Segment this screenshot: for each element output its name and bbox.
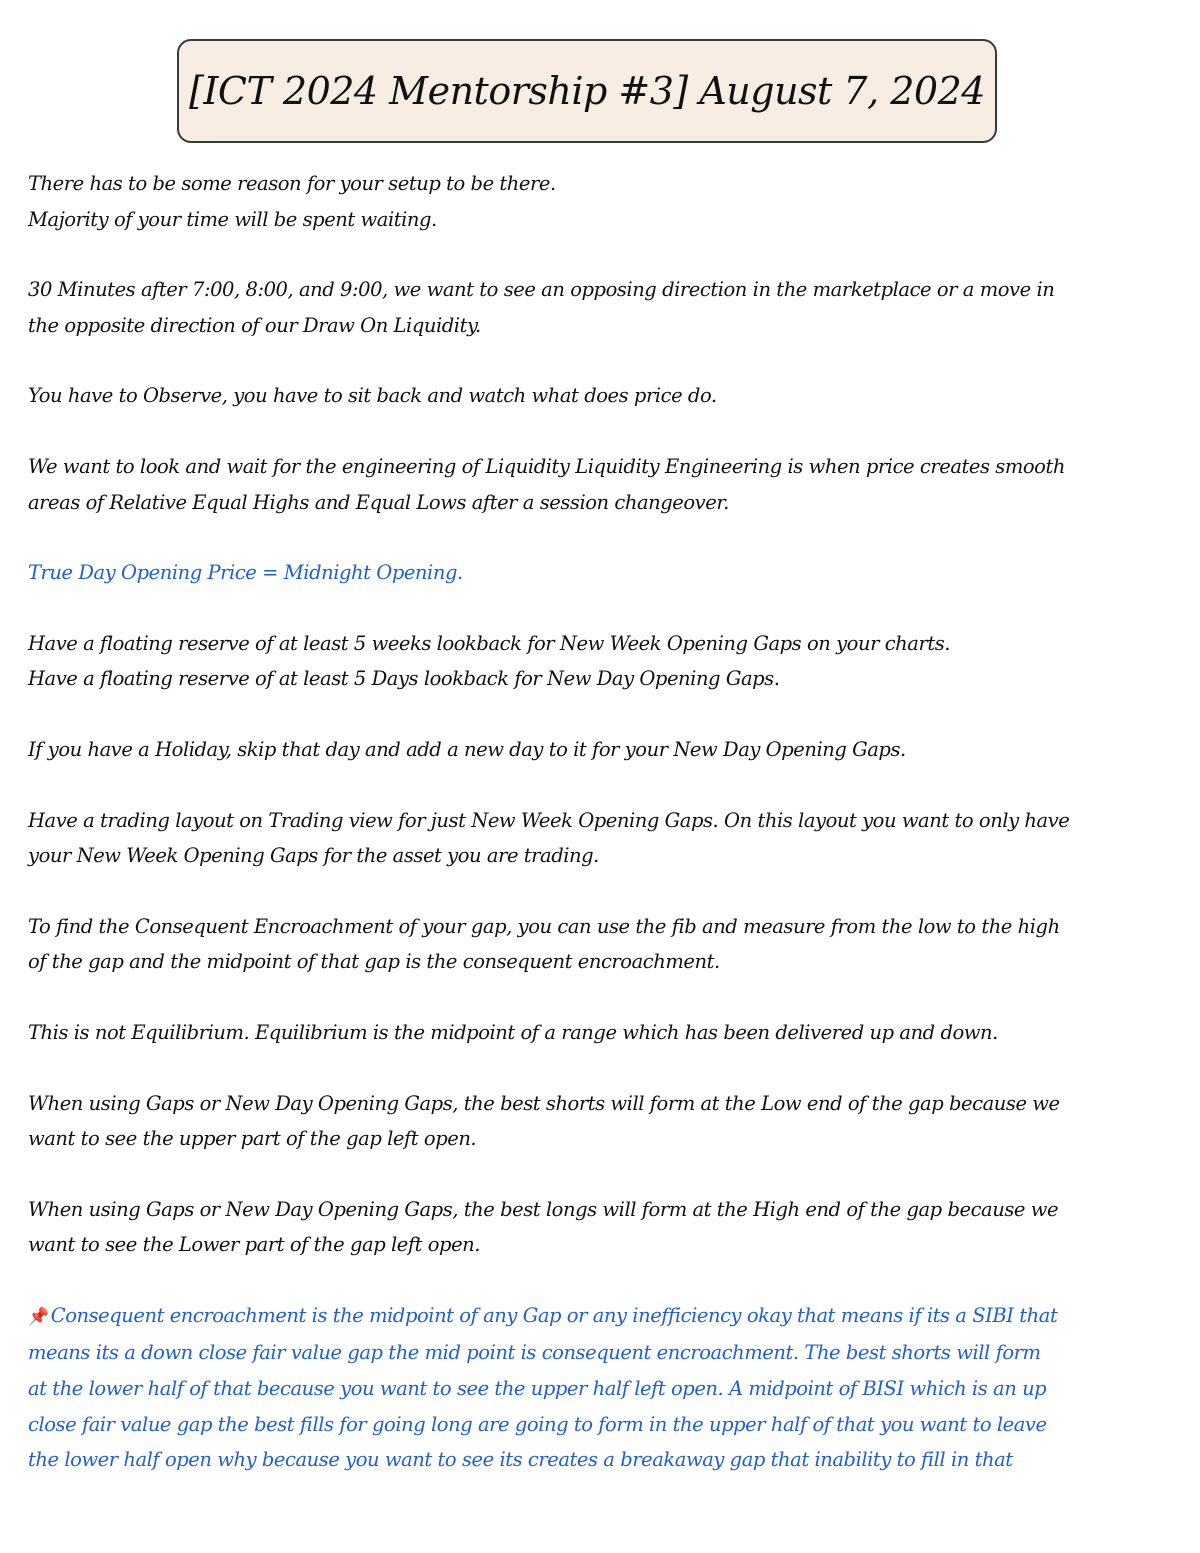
note-paragraph: [28, 803, 1196, 874]
note-line-text: To find the Consequent Encroachment of your gap, you can use the fib and measure from the low to the high: [28, 914, 1060, 938]
note-line: [28, 378, 1196, 414]
note-line-text: If you have a Holiday, skip that day and add a new day to it for your New Day Opening Gaps.: [28, 737, 906, 761]
note-line: [28, 449, 1196, 485]
note-line-text: of the gap and the midpoint of that gap is the consequent encroachment.: [28, 950, 720, 974]
note-line-text: at the lower half of that because you want to see the upper half left open. A midpoint of BISI which is an up: [28, 1377, 1047, 1401]
note-line: [28, 1192, 1196, 1228]
note-line-text: When using Gaps or New Day Opening Gaps, the best longs will form at the High end of the gap because we: [28, 1197, 1059, 1221]
note-line-text: your New Week Opening Gaps for the asset you are trading.: [28, 844, 599, 868]
note-line: [28, 1227, 1196, 1263]
note-line: [28, 272, 1196, 308]
note-line: [28, 1015, 1196, 1051]
note-line-text: means its a down close fair value gap the mid point is consequent encroachment. The best shorts will form: [28, 1341, 1041, 1365]
note-line: [28, 944, 1196, 980]
note-paragraph: [28, 1015, 1196, 1051]
note-line: [28, 555, 1196, 591]
note-line-text: close fair value gap the best fills for going long are going to form in the upper half of that you want to leave: [28, 1412, 1047, 1436]
highlighted-note-paragraph: [28, 1298, 1196, 1478]
note-line-text: Have a floating reserve of at least 5 Days lookback for New Day Opening Gaps.: [28, 667, 780, 691]
note-line-text: the opposite direction of our Draw On Liquidity.: [28, 313, 481, 337]
note-paragraph: [28, 449, 1196, 520]
note-line: [28, 661, 1196, 697]
note-line-text: True Day Opening Price = Midnight Opening.: [28, 561, 463, 585]
note-line: [28, 626, 1196, 662]
note-line: [28, 803, 1196, 839]
note-line: [28, 732, 1196, 768]
note-paragraph: [28, 378, 1196, 414]
note-line: [28, 1442, 1196, 1478]
note-line-text: want to see the upper part of the gap left open.: [28, 1127, 477, 1151]
note-line-text: Have a trading layout on Trading view for just New Week Opening Gaps. On this layout you want to only have: [28, 808, 1070, 832]
note-line-text: Have a floating reserve of at least 5 weeks lookback for New Week Opening Gaps on your charts.: [28, 631, 951, 655]
note-line: [28, 202, 1196, 238]
note-line-text: There has to be some reason for your setup to be there.: [28, 172, 556, 195]
pushpin-icon: 📌: [28, 1306, 49, 1327]
note-line-text: You have to Observe, you have to sit back and watch what does price do.: [28, 384, 717, 408]
title-box: [177, 39, 997, 143]
note-line: [28, 166, 1196, 202]
note-line-text: This is not Equilibrium. Equilibrium is the midpoint of a range which has been delivered up and down.: [28, 1020, 998, 1044]
note-line: [28, 1335, 1196, 1371]
note-paragraph: [28, 732, 1196, 768]
note-line: [28, 308, 1196, 344]
note-line-text: areas of Relative Equal Highs and Equal Lows after a session changeover.: [28, 490, 729, 514]
note-line: [28, 909, 1196, 945]
note-paragraph: [28, 1192, 1196, 1263]
note-line: [28, 1298, 1196, 1336]
notes-content: [28, 166, 1196, 1513]
page-title: [ICT 2024 Mentorship #3] August 7, 2024: [189, 69, 985, 113]
note-line: [28, 838, 1196, 874]
note-line: [28, 485, 1196, 521]
highlighted-note-paragraph: [28, 555, 1196, 591]
note-paragraph: [28, 1086, 1196, 1157]
note-line-text: 30 Minutes after 7:00, 8:00, and 9:00, we want to see an opposing direction in the marketplace or a move in: [28, 278, 1055, 302]
note-line: [28, 1121, 1196, 1157]
note-line: [28, 1086, 1196, 1122]
note-line-text: When using Gaps or New Day Opening Gaps, the best shorts will form at the Low end of the gap because we: [28, 1091, 1060, 1115]
note-paragraph: [28, 272, 1196, 343]
note-paragraph: [28, 909, 1196, 980]
note-paragraph: [28, 166, 1196, 237]
note-line: [28, 1371, 1196, 1407]
note-line-text: Consequent encroachment is the midpoint of any Gap or any inefficiency okay that means if its a SIBI that: [50, 1303, 1058, 1327]
note-line-text: the lower half open why because you want to see its creates a breakaway gap that inability to fill in that: [28, 1448, 1013, 1472]
note-paragraph: [28, 626, 1196, 697]
note-line-text: want to see the Lower part of the gap left open.: [28, 1233, 481, 1257]
note-line: [28, 1407, 1196, 1443]
note-line-text: Majority of your time will be spent waiting.: [28, 207, 437, 231]
note-line-text: We want to look and wait for the engineering of Liquidity Liquidity Engineering is when price creates smooth: [28, 454, 1065, 478]
